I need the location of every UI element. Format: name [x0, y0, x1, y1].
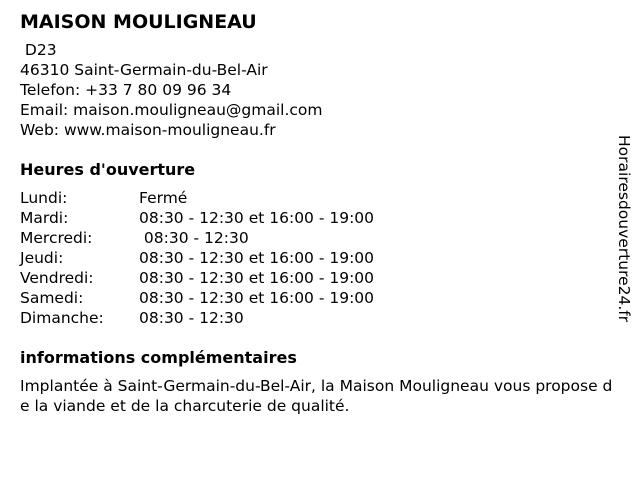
business-card [20, 10, 620, 416]
day-label: Lundi: [20, 189, 68, 207]
hours-row-samedi [20, 288, 620, 308]
day-label: Jeudi: [20, 249, 64, 267]
city-line: 46310 Saint-Germain-du-Bel-Air [20, 61, 268, 79]
hours-row-mardi [20, 208, 620, 228]
contact-block [20, 40, 620, 140]
hours-heading: Heures d'ouverture [20, 160, 196, 179]
day-label: Mardi: [20, 209, 69, 227]
day-hours: 08:30 - 12:30 et 16:00 - 19:00 [139, 249, 375, 267]
web-line: Web: www.maison-mouligneau.fr [20, 121, 276, 139]
day-hours: 08:30 - 12:30 et 16:00 - 19:00 [139, 269, 375, 287]
day-label: Vendredi: [20, 269, 94, 287]
email-line: Email: maison.mouligneau@gmail.com [20, 101, 323, 119]
day-hours: 08:30 - 12:30 et 16:00 - 19:00 [139, 209, 375, 227]
business-name: MAISON MOULIGNEAU [20, 11, 257, 33]
info-text: Implantée à Saint-Germain-du-Bel-Air, la Maison Mouligneau vous propose de la viande et de la charcuterie de qualité. [20, 377, 613, 415]
day-hours: 08:30 - 12:30 [139, 229, 249, 247]
phone-line: Telefon: +33 7 80 09 96 34 [20, 81, 232, 99]
hours-row-mercredi [20, 228, 620, 248]
hours-row-jeudi [20, 248, 620, 268]
site-watermark: Horairesdouverture24.fr [615, 135, 633, 323]
hours-row-vendredi [20, 268, 620, 288]
info-heading: informations complémentaires [20, 348, 297, 367]
day-hours: 08:30 - 12:30 et 16:00 - 19:00 [139, 289, 375, 307]
hours-table [20, 188, 620, 328]
hours-row-dimanche [20, 308, 620, 328]
day-label: Dimanche: [20, 309, 104, 327]
street-address: D23 [20, 41, 57, 59]
day-label: Samedi: [20, 289, 84, 307]
day-hours: 08:30 - 12:30 [139, 309, 244, 327]
day-hours: Fermé [139, 189, 188, 207]
hours-row-lundi [20, 188, 620, 208]
day-label: Mercredi: [20, 229, 93, 247]
